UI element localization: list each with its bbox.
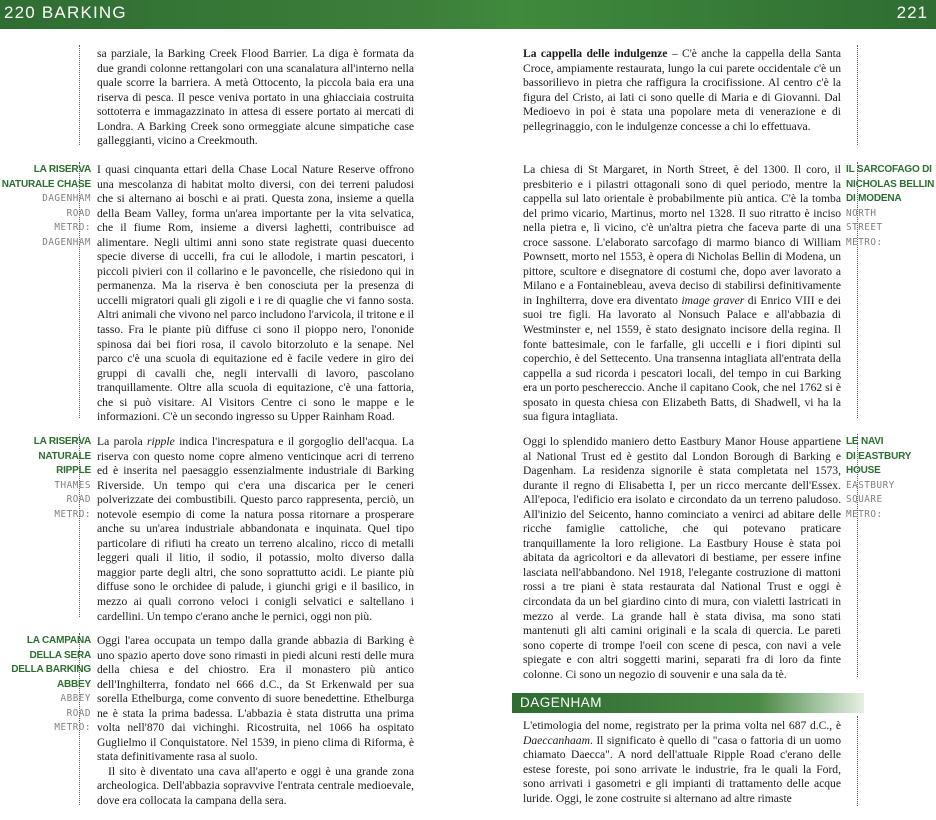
sidebar-entry-chase: [0, 163, 91, 250]
entry-title: IL SARCOFAGO DI NICHOLAS BELLIN DI MODENA: [846, 164, 935, 204]
entry-address: THAMES ROAD METRO:: [54, 479, 91, 520]
entry-address: ABBEY ROAD METRO:: [54, 693, 91, 733]
entry-title: LA RISERVA NATURALE CHASE: [1, 164, 91, 190]
entry-title: LE NAVI DI EASTBURY HOUSE: [846, 436, 912, 476]
entry-text-bellin: La chiesa di St Margaret, in North Street, è del 1300. Il coro, il presbiterio e i pilastri ottagonali sono di quel periodo, mentre la cappella sul lato orientale è probabilmente più antica. C'è la tomba del primo vicario, Martinus, morto nel 1328. Il suo ritratto è inciso nella pietra e, lì vicino, c'è un'altra pietra che faceva parte di una croce sassone. L'elaborato sarcofago di marmo bianco di William Pownsett, morto nel 1553, è opera di Nicholas Bellin di Modena, un pittore, scultore e disegnatore di costumi che, dopo aver lavorato a Milano e a Fontainebleau, aveva deciso di stabilirsi definitivamente in Inghilterra, dove era diventato image graver di Enrico VIII e dei suoi tre figli. Ha lavorato al Nonsuch Palace e all'abbazia di Westminster e, nel 1559, è stato designato incisore della regina. Il fonte battesimale, con le farfalle, gli uccelli e i fiori dipinti sul coperchio, è del Settecento. Una transenna intagliata all'entrata della cappella a sud ricorda i pescatori locali, del tempo in cui Barking era un porto peschereccio. Anche il capitano Cook, che nel 1762 si è sposato in questa chiesa con Elizabeth Batts, di Shadwell, vi ha la sua figura intagliata.: [523, 163, 841, 424]
entry-title: LA CAMPANA DELLA SERA DELLA BARKING ABBEY: [11, 635, 91, 690]
section-title: DAGENHAM: [520, 695, 603, 710]
entry-title: LA RISERVA NATURALE RIPPLE: [33, 436, 91, 476]
entry-address: NORTH STREET METRO:: [846, 207, 883, 248]
section-text-dagenham: L'etimologia del nome, registrato per la prima volta nel 687 d.C., è Daeccanhaam. Il significato è quello di "casa o fattoria di un uomo chiamato Daecca". A nord dell'attuale Ripple Road c'erano delle estese foreste, poi sono arrivate le industrie, fra le quali la Ford, sono arrivati i gasometri e gli impianti di trattamento delle acque luride. Oggi, le zone costruite si alternano ad altre rimaste: [523, 719, 841, 805]
page-header: [0, 0, 936, 29]
left-intro-paragraph: sa parziale, la Barking Creek Flood Barrier. La diga è formata da due grandi colonne rettangolari con una scanalatura all'interno nella quale scorre la barriera. A metà Ottocento, la piccola baia era una riserva di pesca. Il pesce veniva portato in una ghiacciaia costruita sottoterra e immagazzinato in attesa di essere portato ai mercati di Londra. A Barking Creek sono ormeggiate alcune simpatiche case galleggianti, vicino a Creekmouth.: [97, 47, 414, 148]
sidebar-entry-ripple: [0, 435, 91, 522]
sidebar-entry-bellin: [846, 163, 936, 250]
left-column-rule: [79, 45, 80, 145]
entry-address: EASTBURY SQUARE METRO:: [846, 479, 895, 520]
intro-bold-heading: La cappella delle indulgenze: [523, 47, 668, 60]
right-page-number: 221: [896, 3, 928, 22]
right-column-rule: [857, 716, 858, 806]
entry-address: DAGENHAM ROAD METRO: DAGENHAM: [42, 193, 91, 248]
entry-text-chase: I quasi cinquanta ettari della Chase Local Nature Reserve offrono una mescolanza di habitat molto diversi, con dei terreni paludosi che si alternano ai boschi e ai prati. Questa zona, insieme a quella della Beam Valley, forma un'area importante per la vita selvatica, che il fiume Rom, insieme a diversi laghetti, contribuisce ad alimentare. Negli ultimi anni sono state registrate quasi duecento specie diverse di uccelli, fra cui le allodole, i martin pescatori, i piccoli pivieri con il collarino e le pavoncelle, che risiedono qui in permanenza. Ma la riserva è ben conosciuta per la presenza di uccelli migratori quali gli zigoli e i re di quaglie che vi fanno sosta. Altri animali che vivono nel parco includono l'arvicola, il tritone e il tasso. Fra le piante più diffuse ci sono il pioppo nero, l'ononide spinosa dai bei fiori rosa, il cavolo bitorzoluto e la senape. Nel parco c'è una scuola di equitazione ed è facile vedere in giro dei gruppi di cavalli che, negli intervalli di lavoro, pascolano tranquillamente. Oltre alla scuola di equitazione, c'è una fattoria, che si può visitare. Al Visitors Centre ci sono le mappe e le informazioni. C'è un secondo ingresso su Upper Rainham Road.: [97, 163, 414, 424]
sidebar-entry-eastbury: [846, 435, 936, 522]
entry-text-abbey: Oggi l'area occupata un tempo dalla grande abbazia di Barking è uno spazio aperto dove sono rimasti in piedi alcuni resti delle mura della chiesa e del chiostro. Era il monastero più antico dell'Inghilterra, fondato nel 666 d.C., da St Erkenwald per sua sorella Ethelburga, come convento di suore benedettine. Ethelburga ne è stata la prima badessa. L'abbazia è stata distrutta una prima volta nell'870 dai vichinghi. Ricostruita, nel 1066 ha ospitato Guglielmo il Conquistatore. Nel 1539, in pieno clima di Riforma, è stata definitivamente rasa al suolo. Il sito è diventato una cava all'aperto e oggi è una grande zona archeologica. Dell'abbazia sopravvive l'entrata centrale medioevale, dove era collocata la campana della sera.: [97, 634, 414, 808]
section-heading-bar: [512, 693, 864, 713]
right-intro-paragraph: La cappella delle indulgenze – C'è anche la cappella della Santa Croce, ampiamente restaurata, lungo la cui parete occidentale c'è un bassorilievo in pietra che raffigura la crocifissione. Al centro c'è la figura del Cristo, ai lati ci sono quelle di Maria e di Giovanni. Dal Medioevo in poi è stata una popolare meta di venerazione e di pellegrinaggio, con le indulgenze concesse a chi lo effettuava.: [523, 47, 841, 133]
sidebar-entry-abbey: [0, 634, 91, 736]
entry-text-eastbury: Oggi lo splendido maniero detto Eastbury Manor House appartiene al National Trust ed è gestito dal London Borough di Barking e Dagenham. La residenza signorile è stata completata nel 1573, durante il regno di Elisabetta I, per un ricco mercante dell'Essex. All'epoca, l'edificio era isolato e circondato da un terreno paludoso. All'inizio del Seicento, hanno cominciato a venirci ad abitare delle ricche famiglie cattoliche, che qui potevano praticare tranquillamente la loro religione. La Eastbury House è stata poi abitata da agricoltori e da allevatori di bestiame, per essere infine lasciata nell'abbandono. Nel 1918, l'elegante costruzione di mattoni rossi a tre piani è stata restaurata dal National Trust e oggi è circondata da un bel giardino cinto di mura, con vialetti lastricati in mezzo al verde. La grande hall è stata divisa, ma sono stati mantenuti gli alti camini originali e la scala di quercia. Le pareti sono coperte di trompe l'oeil con scene di pesca, con navi a vele spiegate e con altri soggetti marini, separati fra di loro da finte colonne. Ci sono un negozio di souvenir e una sala da tè.: [523, 435, 841, 681]
left-page-header: 220 BARKING: [4, 3, 127, 22]
entry-text-ripple: La parola ripple indica l'increspatura e il gorgoglio dell'acqua. La riserva con questo nome copre almeno venticinque acri di terreno ed è inserita nel paesaggio essenzialmente industriale di Barking Riverside. Un tempo qui c'era una discarica per le ceneri polverizzate dei combustibili. Questo parco rappresenta, perciò, un notevole esempio di come la natura possa ritornare a prosperare anche su un'area industriale abbandonata e inquinata. Quel tipo particolare di rifiuti ha creato un terreno alcalino, ricco di metalli leggeri quali il litio, il sodio, il potassio, molto diverso dalla maggior parte degli altri, che sono soprattutto acidi. Le piante più diffuse sono le orchidee di palude, i giunchi grigi e il basilico, in mezzo ai quali corrono veloci i conigli selvatici e saltellano i cardellini. Un tempo c'erano anche le pernici, oggi non più.: [97, 435, 415, 623]
right-column-rule: [857, 45, 858, 145]
